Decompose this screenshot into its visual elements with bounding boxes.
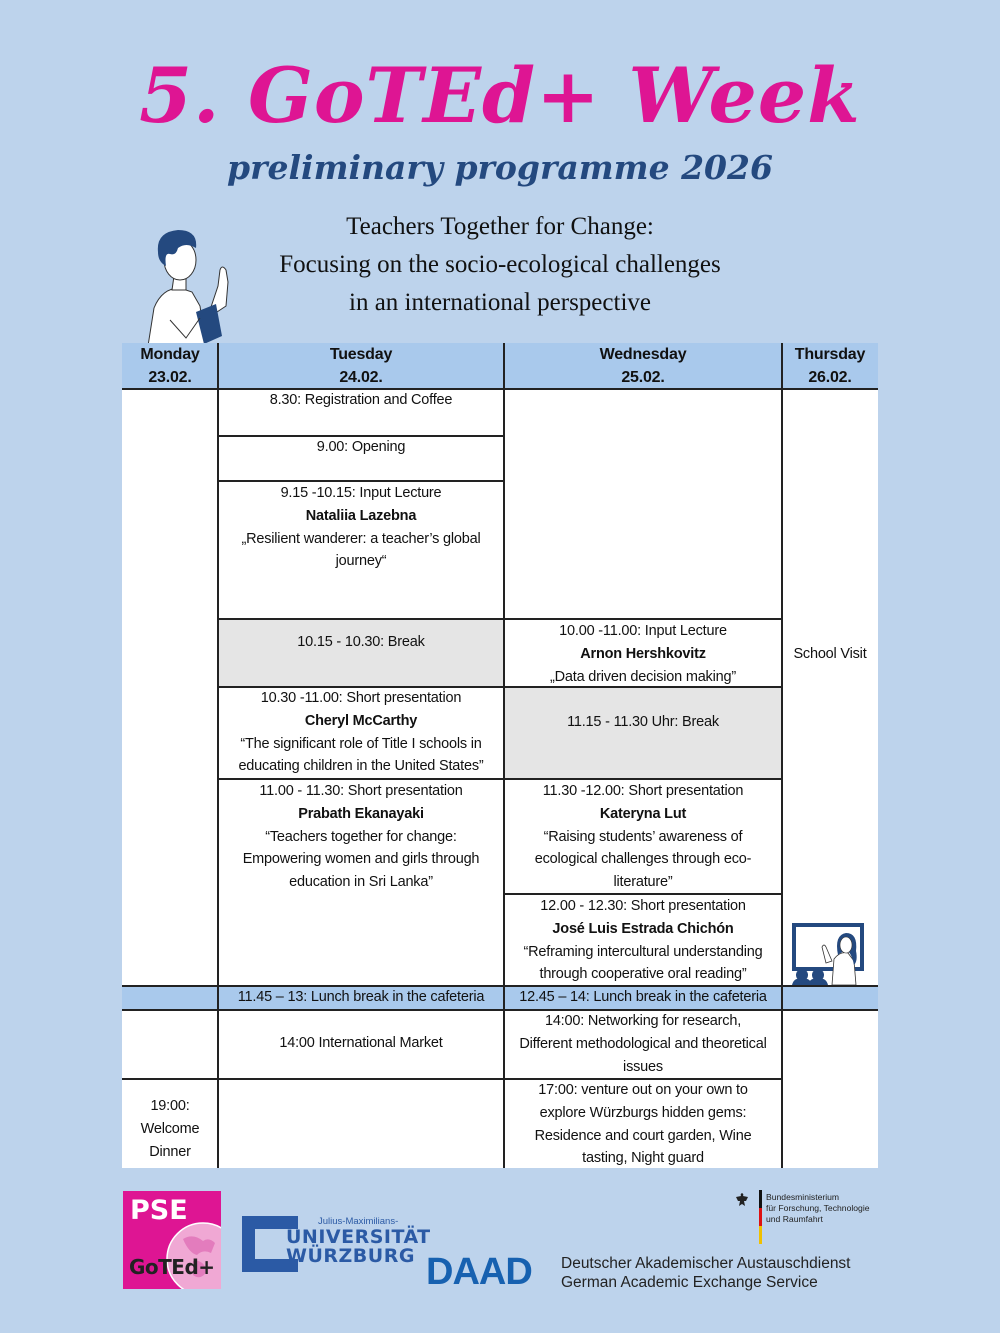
classroom-teacher-icon — [792, 921, 868, 985]
day-header-wednesday: Wednesday 25.02. — [504, 343, 782, 388]
tuesday-presentation-1: 10.30 -11.00: Short presentation Cheryl McCarthy “The significant role of Title I schools in educating children in the United States” — [238, 690, 484, 775]
wednesday-presentation-2: 12.00 - 12.30: Short presentation José Luis Estrada Chichón “Reframing intercultural understanding through cooperative oral reading” — [523, 898, 763, 983]
page-title: 5. GoTEd+ Week — [139, 51, 861, 140]
flag-stripe-red — [759, 1208, 762, 1226]
tuesday-international-market: 14:00 International Market — [279, 1035, 443, 1051]
theme-line: in an international perspective — [349, 289, 651, 316]
grid-line — [218, 778, 782, 780]
page-subtitle: preliminary programme 2026 — [227, 148, 773, 187]
day-header-thursday: Thursday 26.02. — [782, 343, 878, 388]
grid-line — [781, 343, 783, 1168]
theme-line: Teachers Together for Change: — [346, 213, 654, 240]
daad-logo-mark: DAAD — [426, 1251, 532, 1293]
grid-line — [122, 388, 878, 390]
university-wuerzburg-logo — [242, 1216, 431, 1272]
tuesday-opening: 9.00: Opening — [316, 439, 406, 455]
wednesday-evening-excursion: 17:00: venture out on your own to explore Würzburgs hidden gems: Residence and court garden, Wine tasting, Night guard — [534, 1082, 752, 1167]
flag-stripe-gold — [759, 1226, 762, 1244]
grid-line — [218, 435, 504, 437]
teacher-illustration-icon — [140, 226, 248, 346]
tuesday-presentation-2: 11.00 - 11.30: Short presentation Prabath Ekanayaki “Teachers together for change: Empowering women and girls through education in Sri Lanka” — [242, 783, 480, 891]
ministry-name: Bundesministerium für Forschung, Technologie und Raumfahrt — [766, 1192, 870, 1224]
grid-line — [122, 985, 878, 987]
flag-stripe-black — [759, 1190, 762, 1208]
grid-line — [503, 343, 505, 1168]
wednesday-lunch: 12.45 – 14: Lunch break in the cafeteria — [519, 989, 767, 1005]
university-small-text: Julius-Maximilians- — [318, 1216, 399, 1227]
grid-line — [122, 1078, 782, 1080]
wednesday-presentation-1: 11.30 -12.00: Short presentation Kateryna Lut “Raising students’ awareness of ecological challenges through eco- literature” — [534, 783, 752, 891]
day-header-monday: Monday 23.02. — [122, 343, 218, 388]
theme-text — [200, 208, 800, 322]
pse-logo-text: PSE — [130, 1195, 188, 1226]
ministry-logo — [735, 1190, 895, 1246]
wednesday-networking: 14:00: Networking for research, Different methodological and theoretical issues — [519, 1013, 767, 1075]
daad-logo-text: Deutscher Akademischer Austauschdienst German Academic Exchange Service — [561, 1255, 851, 1291]
goted-logo-text: GoTEd+ — [129, 1255, 215, 1279]
university-name: UNIVERSITÄT WÜRZBURG — [286, 1226, 431, 1267]
wednesday-input-lecture: 10.00 -11.00: Input Lecture Arnon Hershkovitz „Data driven decision making” — [549, 623, 736, 685]
monday-welcome-dinner: 19:00: Welcome Dinner — [140, 1098, 200, 1160]
grid-line — [218, 618, 782, 620]
tuesday-break: 10.15 - 10.30: Break — [218, 620, 504, 687]
grid-line — [122, 1009, 878, 1011]
theme-line: Focusing on the socio-ecological challenges — [279, 251, 721, 278]
thursday-school-visit: School Visit — [793, 646, 867, 662]
grid-line — [504, 893, 782, 895]
pse-goted-logo — [123, 1191, 221, 1289]
grid-line — [217, 343, 219, 1168]
schedule-table — [122, 343, 878, 1168]
day-header-tuesday: Tuesday 24.02. — [218, 343, 504, 388]
tuesday-registration: 8.30: Registration and Coffee — [269, 392, 453, 408]
tuesday-input-lecture: 9.15 -10.15: Input Lecture Nataliia Lazebna „Resilient wanderer: a teacher’s global journey“ — [241, 485, 481, 570]
grid-line — [218, 686, 782, 688]
grid-line — [218, 480, 504, 482]
wednesday-break: 11.15 - 11.30 Uhr: Break — [504, 687, 782, 779]
tuesday-lunch: 11.45 – 13: Lunch break in the cafeteria — [237, 989, 485, 1005]
federal-eagle-icon — [735, 1192, 749, 1208]
